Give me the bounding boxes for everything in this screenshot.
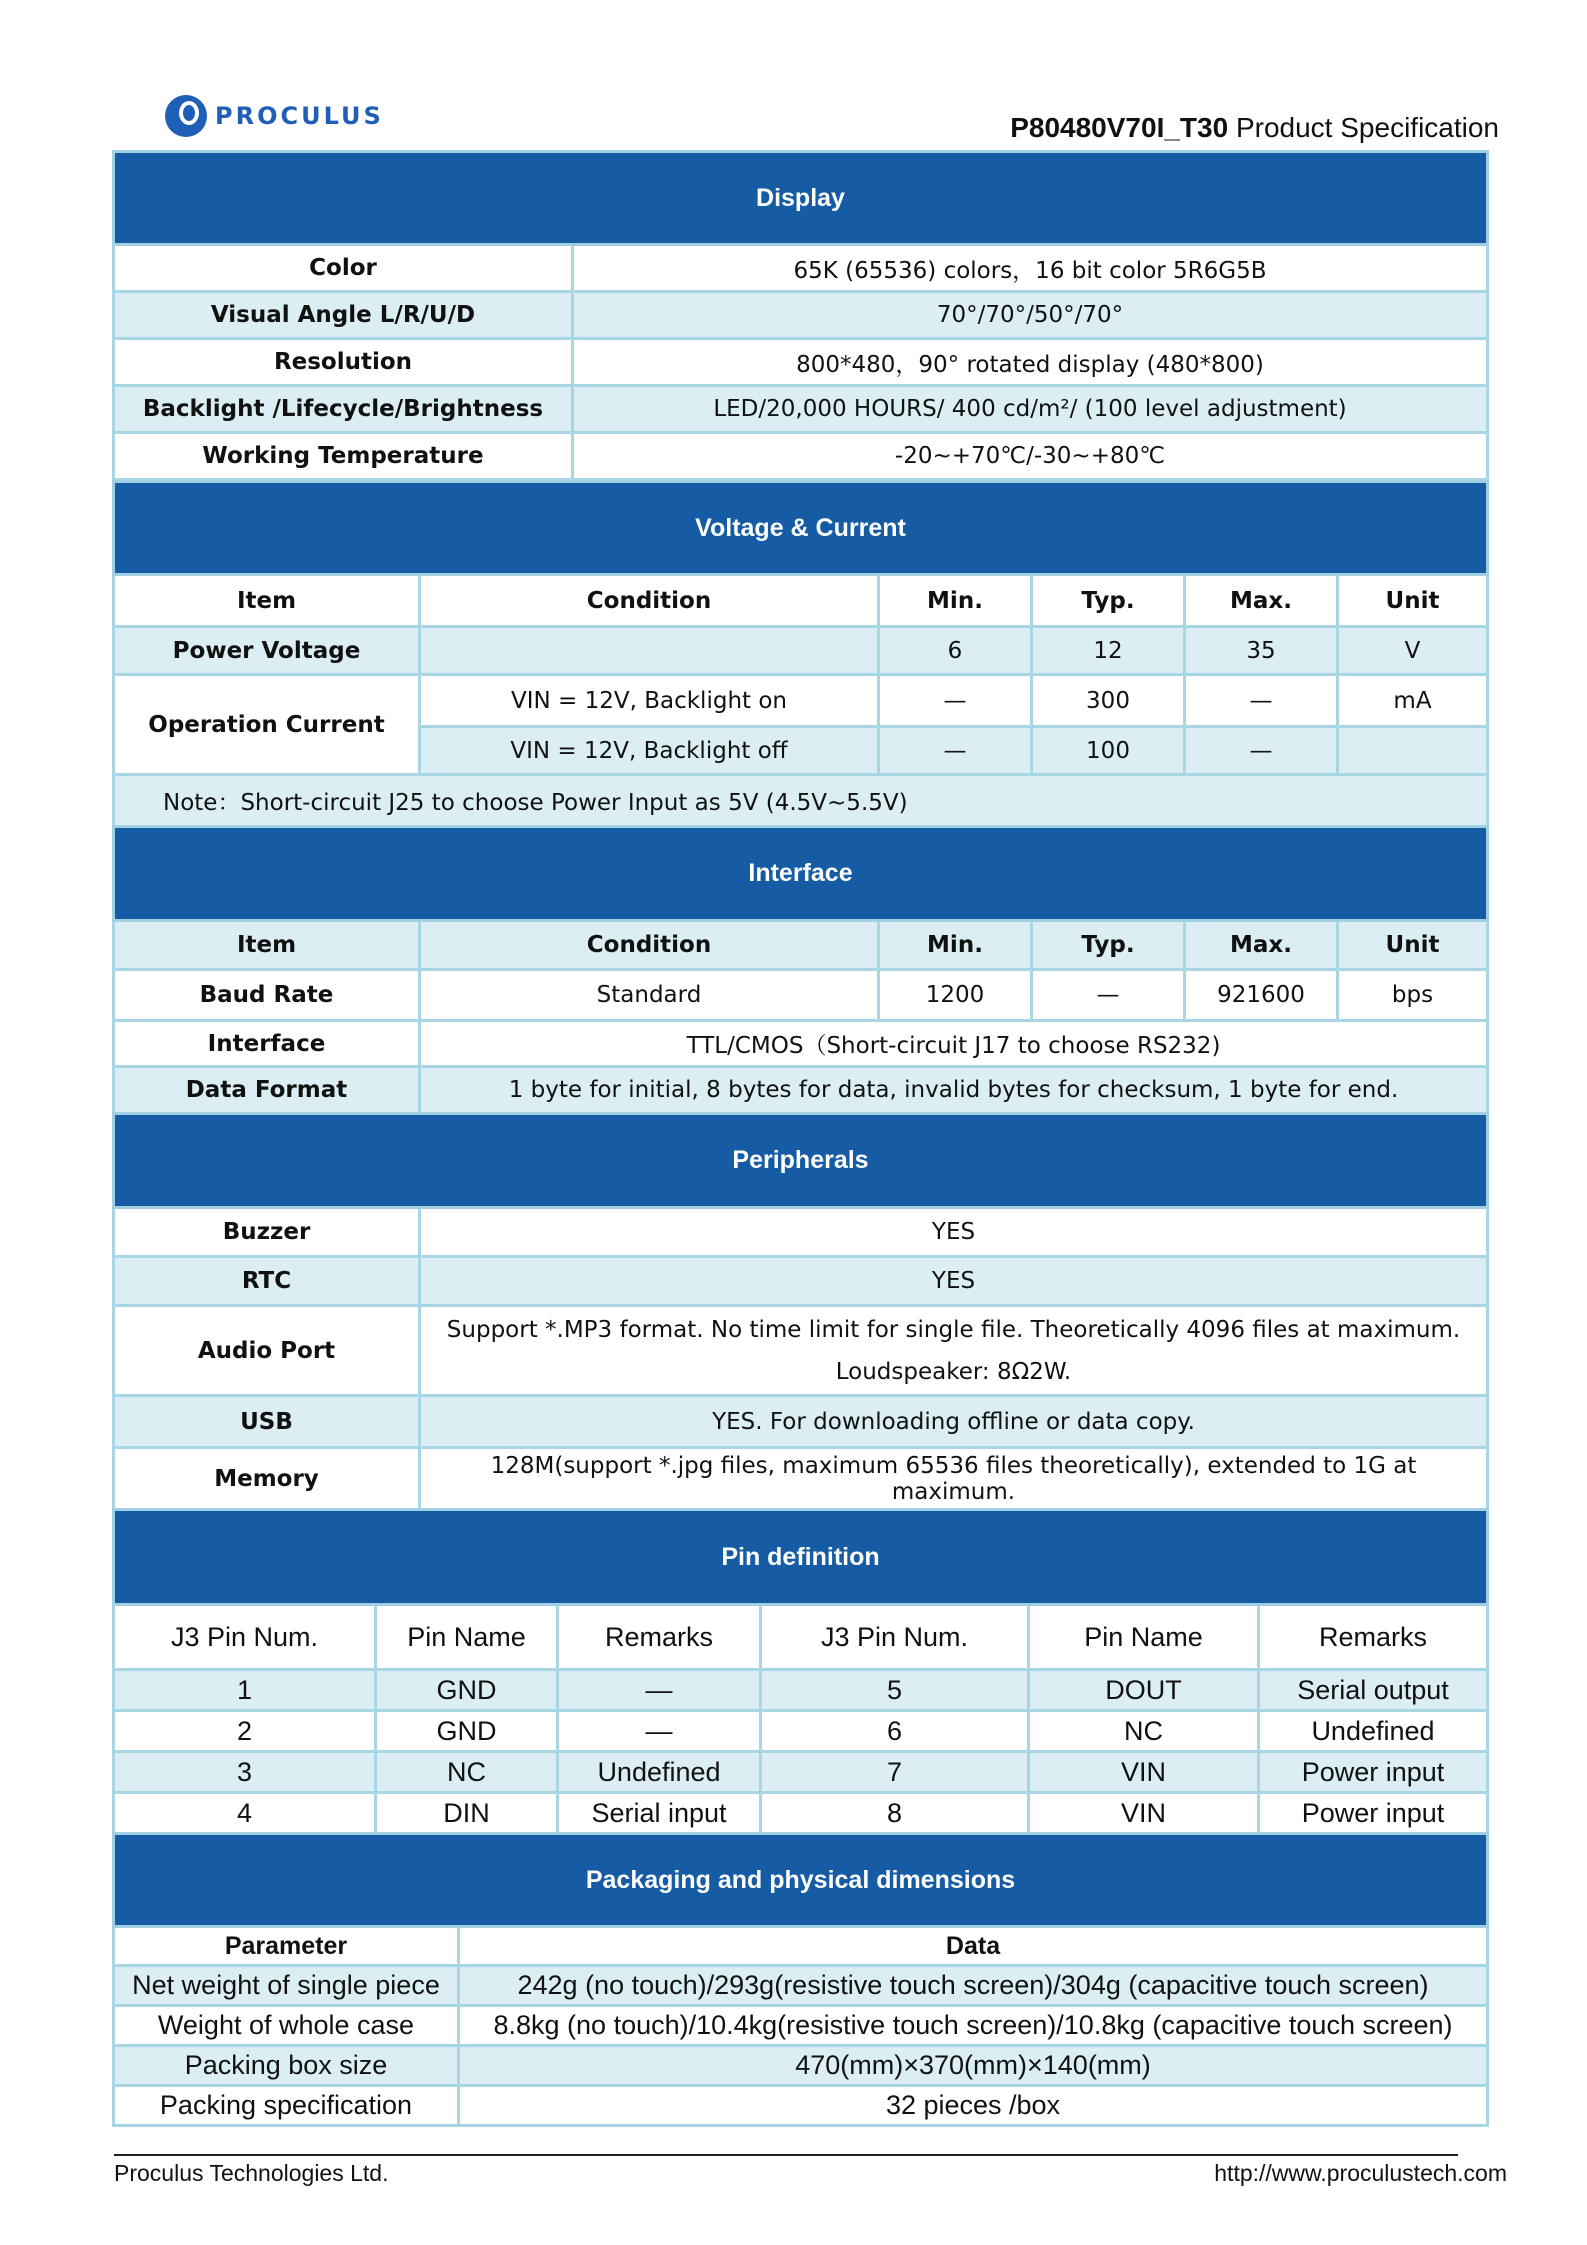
cell: 35	[1185, 627, 1338, 675]
table-row	[114, 2046, 1488, 2086]
cell: GND	[376, 1670, 558, 1711]
cell: VIN = 12V, Backlight off	[420, 727, 879, 775]
column-header: Data	[459, 1927, 1488, 1966]
column-header: J3 Pin Num.	[761, 1605, 1029, 1670]
interface-table	[112, 825, 1489, 1115]
table-row	[114, 970, 1488, 1021]
voltage-table	[112, 480, 1489, 828]
row-value: TTL/CMOS（Short-circuit J17 to choose RS232)	[420, 1021, 1488, 1067]
column-header: Condition	[420, 921, 879, 970]
column-header-row	[114, 1605, 1488, 1670]
cell: 300	[1032, 675, 1185, 727]
column-header-row	[114, 575, 1488, 627]
column-header: Remarks	[558, 1605, 761, 1670]
row-label: Net weight of single piece	[114, 1966, 459, 2006]
column-header: Pin Name	[1029, 1605, 1259, 1670]
model-number: P80480V70I_T30	[1010, 112, 1229, 143]
cell: 2	[114, 1711, 376, 1752]
cell: 5	[761, 1670, 1029, 1711]
column-header: Min.	[879, 921, 1032, 970]
section-title-voltage: Voltage & Current	[114, 482, 1488, 575]
cell: DIN	[376, 1793, 558, 1834]
row-label: Packing box size	[114, 2046, 459, 2086]
row-label: Visual Angle L/R/U/D	[114, 292, 573, 339]
cell: —	[879, 727, 1032, 775]
peripherals-table	[112, 1112, 1489, 1511]
row-label: Weight of whole case	[114, 2006, 459, 2046]
row-label: Data Format	[114, 1067, 420, 1114]
row-label: Baud Rate	[114, 970, 420, 1021]
row-value: YES	[420, 1257, 1488, 1306]
table-row	[114, 1448, 1488, 1510]
row-label: Memory	[114, 1448, 420, 1510]
logo-text: PROCULUS	[215, 102, 384, 130]
cell	[420, 627, 879, 675]
column-header: Pin Name	[376, 1605, 558, 1670]
cell: 4	[114, 1793, 376, 1834]
section-title-peripherals: Peripherals	[114, 1114, 1488, 1208]
cell: NC	[376, 1752, 558, 1793]
section-title-interface: Interface	[114, 827, 1488, 921]
cell: Serial input	[558, 1793, 761, 1834]
cell: Standard	[420, 970, 879, 1021]
row-label: Audio Port	[114, 1306, 420, 1396]
row-value: 8.8kg (no touch)/10.4kg(resistive touch screen)/10.8kg (capacitive touch screen)	[459, 2006, 1488, 2046]
cell: bps	[1338, 970, 1488, 1021]
cell: DOUT	[1029, 1670, 1259, 1711]
table-row	[114, 2086, 1488, 2126]
column-header: Unit	[1338, 921, 1488, 970]
table-row	[114, 1752, 1488, 1793]
note-text: Note：Short-circuit J25 to choose Power Input as 5V (4.5V~5.5V)	[114, 775, 1488, 827]
row-value: 70°/70°/50°/70°	[573, 292, 1488, 339]
row-label: Interface	[114, 1021, 420, 1067]
cell: 12	[1032, 627, 1185, 675]
cell: 100	[1032, 727, 1185, 775]
row-label: USB	[114, 1396, 420, 1448]
row-value	[420, 1306, 1488, 1396]
row-label: Resolution	[114, 339, 573, 386]
column-header: Item	[114, 575, 420, 627]
column-header: Typ.	[1032, 575, 1185, 627]
cell: Power input	[1259, 1793, 1488, 1834]
column-header: Max.	[1185, 575, 1338, 627]
table-row	[114, 2006, 1488, 2046]
cell: —	[879, 675, 1032, 727]
row-label: Power Voltage	[114, 627, 420, 675]
cell: —	[1185, 727, 1338, 775]
document-title	[1010, 112, 1499, 144]
cell: Undefined	[1259, 1711, 1488, 1752]
cell	[1338, 727, 1488, 775]
table-row	[114, 1208, 1488, 1257]
row-value: YES	[420, 1208, 1488, 1257]
table-row	[114, 1711, 1488, 1752]
table-row	[114, 627, 1488, 675]
cell: Power input	[1259, 1752, 1488, 1793]
cell: —	[558, 1711, 761, 1752]
section-title-packaging: Packaging and physical dimensions	[114, 1834, 1488, 1927]
table-row	[114, 386, 1488, 433]
table-row	[114, 245, 1488, 292]
cell: 1	[114, 1670, 376, 1711]
cell: VIN	[1029, 1752, 1259, 1793]
row-value: LED/20,000 HOURS/ 400 cd/m²/ (100 level adjustment)	[573, 386, 1488, 433]
table-row	[114, 1067, 1488, 1114]
row-value: 32 pieces /box	[459, 2086, 1488, 2126]
row-value: 65K (65536) colors，16 bit color 5R6G5B	[573, 245, 1488, 292]
table-row	[114, 433, 1488, 480]
table-row	[114, 1966, 1488, 2006]
cell: mA	[1338, 675, 1488, 727]
cell: 1200	[879, 970, 1032, 1021]
cell: NC	[1029, 1711, 1259, 1752]
cell: 7	[761, 1752, 1029, 1793]
column-header-row	[114, 1927, 1488, 1966]
row-label: Backlight /Lifecycle/Brightness	[114, 386, 573, 433]
column-header: Min.	[879, 575, 1032, 627]
row-label: Color	[114, 245, 573, 292]
section-title-display: Display	[114, 152, 1488, 245]
row-value: -20~+70℃/-30~+80℃	[573, 433, 1488, 480]
cell: 6	[761, 1711, 1029, 1752]
row-value: 800*480，90° rotated display (480*800)	[573, 339, 1488, 386]
row-value: 242g (no touch)/293g(resistive touch screen)/304g (capacitive touch screen)	[459, 1966, 1488, 2006]
cell: 6	[879, 627, 1032, 675]
table-row	[114, 339, 1488, 386]
column-header: Max.	[1185, 921, 1338, 970]
column-header: Parameter	[114, 1927, 459, 1966]
table-row	[114, 1793, 1488, 1834]
cell: VIN	[1029, 1793, 1259, 1834]
table-row	[114, 1306, 1488, 1396]
display-table	[112, 150, 1489, 481]
cell: —	[558, 1670, 761, 1711]
cell: 3	[114, 1752, 376, 1793]
footer-url[interactable]: http://www.proculustech.com	[1214, 2160, 1507, 2186]
row-value: YES. For downloading offline or data copy.	[420, 1396, 1488, 1448]
row-label: Working Temperature	[114, 433, 573, 480]
row-label: Buzzer	[114, 1208, 420, 1257]
cell: VIN = 12V, Backlight on	[420, 675, 879, 727]
cell: 921600	[1185, 970, 1338, 1021]
column-header: Unit	[1338, 575, 1488, 627]
cell: —	[1032, 970, 1185, 1021]
column-header: Condition	[420, 575, 879, 627]
table-row	[114, 675, 1488, 727]
packaging-table	[112, 1832, 1489, 2127]
pin-definition-table	[112, 1508, 1489, 1835]
column-header: Item	[114, 921, 420, 970]
cell: V	[1338, 627, 1488, 675]
title-suffix: Product Specification	[1228, 112, 1499, 143]
column-header-row	[114, 921, 1488, 970]
cell: Serial output	[1259, 1670, 1488, 1711]
column-header: Remarks	[1259, 1605, 1488, 1670]
row-label: RTC	[114, 1257, 420, 1306]
cell: —	[1185, 675, 1338, 727]
row-value: 1 byte for initial, 8 bytes for data, invalid bytes for checksum, 1 byte for end.	[420, 1067, 1488, 1114]
column-header: J3 Pin Num.	[114, 1605, 376, 1670]
footer-divider	[114, 2154, 1458, 2156]
audio-line-2: Loudspeaker: 8Ω2W.	[835, 1358, 1072, 1385]
table-row	[114, 1257, 1488, 1306]
table-row	[114, 1021, 1488, 1067]
logo-icon	[165, 95, 207, 137]
cell: GND	[376, 1711, 558, 1752]
row-label: Packing specification	[114, 2086, 459, 2126]
column-header: Typ.	[1032, 921, 1185, 970]
cell: Undefined	[558, 1752, 761, 1793]
table-row	[114, 1396, 1488, 1448]
row-value: 128M(support *.jpg files, maximum 65536 files theoretically), extended to 1G at maximum.	[420, 1448, 1488, 1510]
row-value: 470(mm)×370(mm)×140(mm)	[459, 2046, 1488, 2086]
footer-company: Proculus Technologies Ltd.	[114, 2160, 389, 2186]
row-label: Operation Current	[114, 675, 420, 775]
audio-line-1: Support *.MP3 format. No time limit for single file. Theoretically 4096 files at maximum.	[446, 1316, 1461, 1343]
table-row	[114, 292, 1488, 339]
section-title-pins: Pin definition	[114, 1510, 1488, 1605]
proculus-logo	[165, 95, 384, 137]
cell: 8	[761, 1793, 1029, 1834]
table-row	[114, 1670, 1488, 1711]
